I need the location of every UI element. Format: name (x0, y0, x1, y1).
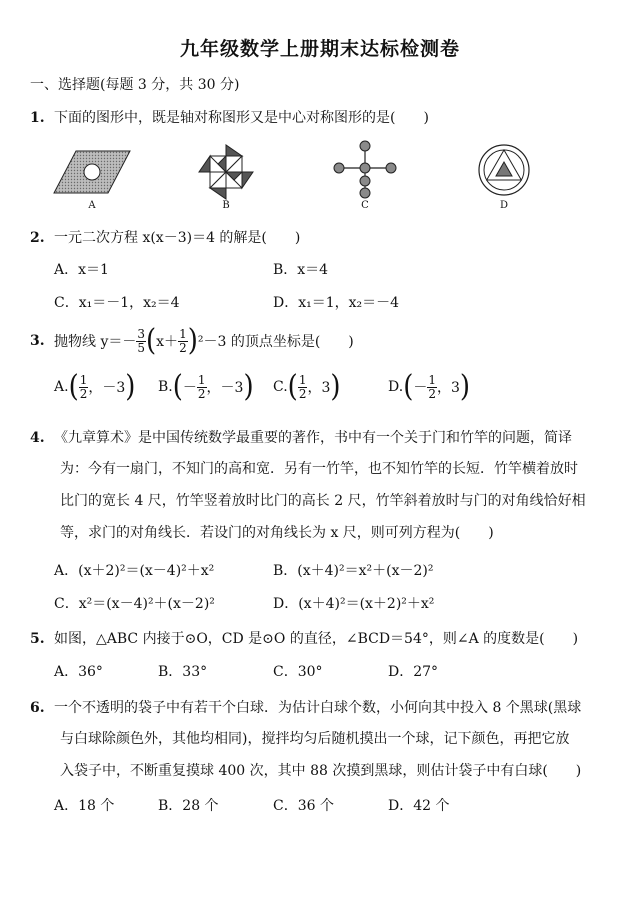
q3-frac-b: $\frac{1}{2}$ (179, 327, 187, 355)
q6-option-d: D．42 个 (388, 798, 450, 814)
q6-option-c: C．36 个 (273, 798, 334, 814)
question-text-line-4: 等，求门的对角线长．若设门的对角线长为 x 尺，则可列方程为( ) (60, 525, 494, 541)
q4-option-c: C．x²＝(x－4)²＋(x－2)² (54, 596, 215, 612)
question-number: 3. (30, 333, 45, 350)
q6-option-b: B．28 个 (158, 798, 219, 814)
figure-a-parallelogram (52, 148, 132, 196)
q3-option-c: C.( $\frac{1}{2}$ ，3) (273, 369, 341, 405)
q3-option-d: D.(－ $\frac{1}{2}$ ，3) (388, 369, 471, 405)
figure-b-pinwheel (196, 143, 256, 201)
q3-option-b: B.(－ $\frac{1}{2}$ ，－3) (158, 369, 254, 405)
question-3 (30, 323, 354, 359)
question-number: 4. (30, 430, 45, 446)
question-text: 一元二次方程 x(x－3)＝4 的解是( ) (54, 230, 301, 246)
question-1 (30, 107, 429, 127)
q5-option-d: D．27° (388, 664, 439, 680)
q2-option-d: D．x₁＝1，x₂＝－4 (273, 295, 400, 311)
question-text-line-1: 一个不透明的袋子中有若干个白球．为估计白球个数，小何向其中投入 8 个黑球(黑球 (54, 700, 582, 716)
question-text: 下面的图形中，既是轴对称图形又是中心对称图形的是( ) (54, 110, 429, 126)
q3-open-paren: ( (146, 323, 157, 359)
question-6 (30, 697, 581, 717)
question-4 (30, 427, 572, 447)
q4-option-b: B．(x＋4)²＝x²＋(x－2)² (273, 563, 434, 579)
question-number: 5. (30, 631, 45, 647)
question-text-line-1: 《九章算术》是中国传统数学最重要的著作，书中有一个关于门和竹竿的问题，简译 (54, 430, 572, 446)
question-number: 1. (30, 110, 45, 126)
question-5 (30, 628, 578, 648)
figure-c-cross-circles (333, 140, 397, 202)
q5-option-a: A．36° (54, 664, 103, 680)
question-2 (30, 227, 300, 247)
question-number: 2. (30, 230, 45, 246)
q4-option-a: A．(x＋2)²＝(x－4)²＋x² (54, 563, 215, 579)
figure-b-label: B (222, 200, 230, 211)
question-text-line-3: 比门的宽长 4 尺，竹竿竖着放时比门的高长 2 尺，竹竿斜着放时与门的对角线恰好相 (60, 493, 586, 509)
q2-option-b: B．x＝4 (273, 262, 329, 278)
question-text-line-2: 与白球除颜色外，其他均相同)，搅拌均匀后随机摸出一个球，记下颜色，再把它放 (60, 731, 570, 747)
figure-d-label: D (499, 200, 509, 211)
q3-lead: 抛物线 y＝－ (54, 334, 137, 351)
question-text: 如图，△ABC 内接于⊙O，CD 是⊙O 的直径，∠BCD＝54°，则∠A 的度数是( ) (54, 631, 579, 647)
q3-tail: ²－3 的顶点坐标是( ) (197, 334, 354, 351)
figure-a-label: A (88, 200, 96, 211)
q3-option-a: A.( $\frac{1}{2}$ ，－3) (54, 369, 136, 405)
question-number: 6. (30, 700, 45, 716)
q5-option-c: C．30° (273, 664, 323, 680)
q3-inner: x＋ (156, 334, 179, 351)
q4-option-d: D．(x＋4)²＝(x＋2)²＋x² (273, 596, 435, 612)
figure-d-circle-triangle (476, 142, 532, 198)
q2-option-c: C．x₁＝－1，x₂＝4 (54, 295, 180, 311)
q3-close-paren: ) (187, 323, 198, 359)
figure-c-label: C (361, 200, 369, 211)
page-title: 九年级数学上册期末达标检测卷 (179, 38, 460, 60)
q5-option-b: B．33° (158, 664, 208, 680)
q6-option-a: A．18 个 (54, 798, 115, 814)
q2-option-a: A．x＝1 (54, 262, 109, 278)
question-text-line-2: 为：今有一扇门，不知门的高和宽．另有一竹竿，也不知竹竿的长短．竹竿横着放时 (60, 461, 578, 477)
q3-frac-a: $\frac{3}{5}$ (137, 327, 145, 355)
question-text-line-3: 入袋子中，不断重复摸球 400 次，其中 88 次摸到黑球，则估计袋子中有白球( ) (60, 763, 582, 779)
section-header: 一、选择题(每题 3 分，共 30 分) (30, 77, 240, 93)
